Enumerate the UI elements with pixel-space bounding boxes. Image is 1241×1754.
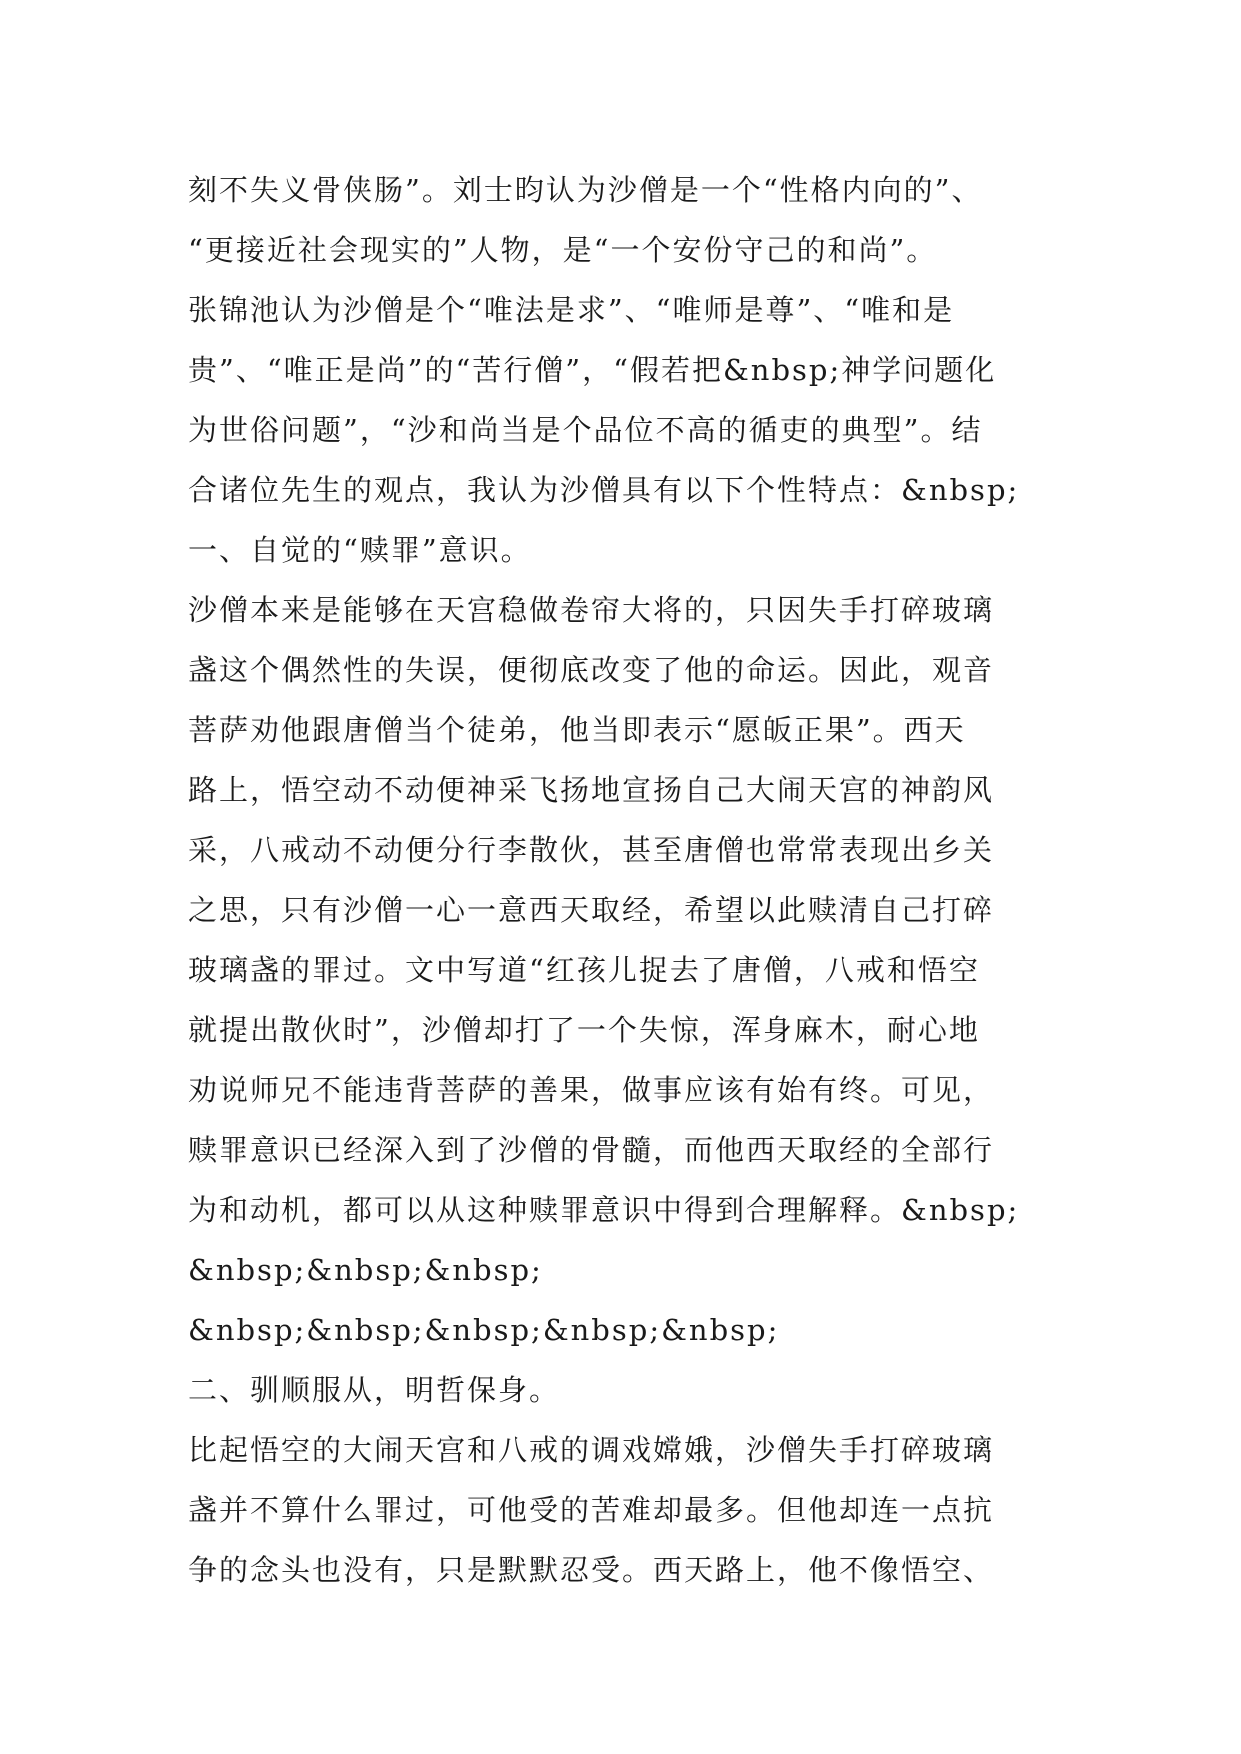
text-line: 玻璃盏的罪过。文中写道“红孩儿捉去了唐僧，八戒和悟空 xyxy=(188,953,980,987)
text-line: 赎罪意识已经深入到了沙僧的骨髓，而他西天取经的全部行 xyxy=(188,1133,995,1167)
text-line: 盏并不算什么罪过，可他受的苦难却最多。但他却连一点抗 xyxy=(188,1493,995,1527)
text-line: 刻不失义骨侠肠”。刘士昀认为沙僧是一个“性格内向的”、 xyxy=(188,173,983,207)
text-line: 路上，悟空动不动便神采飞扬地宣扬自己大闹天宫的神韵风 xyxy=(188,773,995,807)
text-line: 为和动机，都可以从这种赎罪意识中得到合理解释。&nbsp; xyxy=(188,1193,1020,1227)
section-heading: 二、驯顺服从，明哲保身。 xyxy=(188,1373,561,1407)
section-heading: 一、自觉的“赎罪”意识。 xyxy=(188,533,532,567)
text-line: 为世俗问题”，“沙和尚当是个品位不高的循吏的典型”。结 xyxy=(188,413,983,447)
text-line: 劝说师兄不能违背菩萨的善果，做事应该有始有终。可见， xyxy=(188,1073,995,1107)
text-line: &nbsp;&nbsp;&nbsp; xyxy=(188,1253,543,1287)
text-line: “更接近社会现实的”人物，是“一个安份守己的和尚”。 xyxy=(188,233,938,267)
text-line: 张锦池认为沙僧是个“唯法是求”、“唯师是尊”、“唯和是 xyxy=(188,293,955,327)
text-line: 贵”、“唯正是尚”的“苦行僧”，“假若把&nbsp;神学问题化 xyxy=(188,353,997,387)
text-line: 菩萨劝他跟唐僧当个徒弟，他当即表示“愿皈正果”。西天 xyxy=(188,713,966,747)
text-line: 比起悟空的大闹天宫和八戒的调戏嫦娥，沙僧失手打碎玻璃 xyxy=(188,1433,995,1467)
text-line: &nbsp;&nbsp;&nbsp;&nbsp;&nbsp; xyxy=(188,1313,780,1347)
text-line: 就提出散伙时”，沙僧却打了一个失惊，浑身麻木，耐心地 xyxy=(188,1013,980,1047)
text-line: 争的念头也没有，只是默默忍受。西天路上，他不像悟空、 xyxy=(188,1553,995,1587)
text-line: 采，八戒动不动便分行李散伙，甚至唐僧也常常表现出乡关 xyxy=(188,833,995,867)
body-text xyxy=(188,160,1088,1600)
text-line: 沙僧本来是能够在天宫稳做卷帘大将的，只因失手打碎玻璃 xyxy=(188,593,995,627)
text-line: 之思，只有沙僧一心一意西天取经，希望以此赎清自己打碎 xyxy=(188,893,995,927)
text-line: 合诸位先生的观点，我认为沙僧具有以下个性特点：&nbsp; xyxy=(188,473,1020,507)
text-line: 盏这个偶然性的失误，便彻底改变了他的命运。因此，观音 xyxy=(188,653,995,687)
